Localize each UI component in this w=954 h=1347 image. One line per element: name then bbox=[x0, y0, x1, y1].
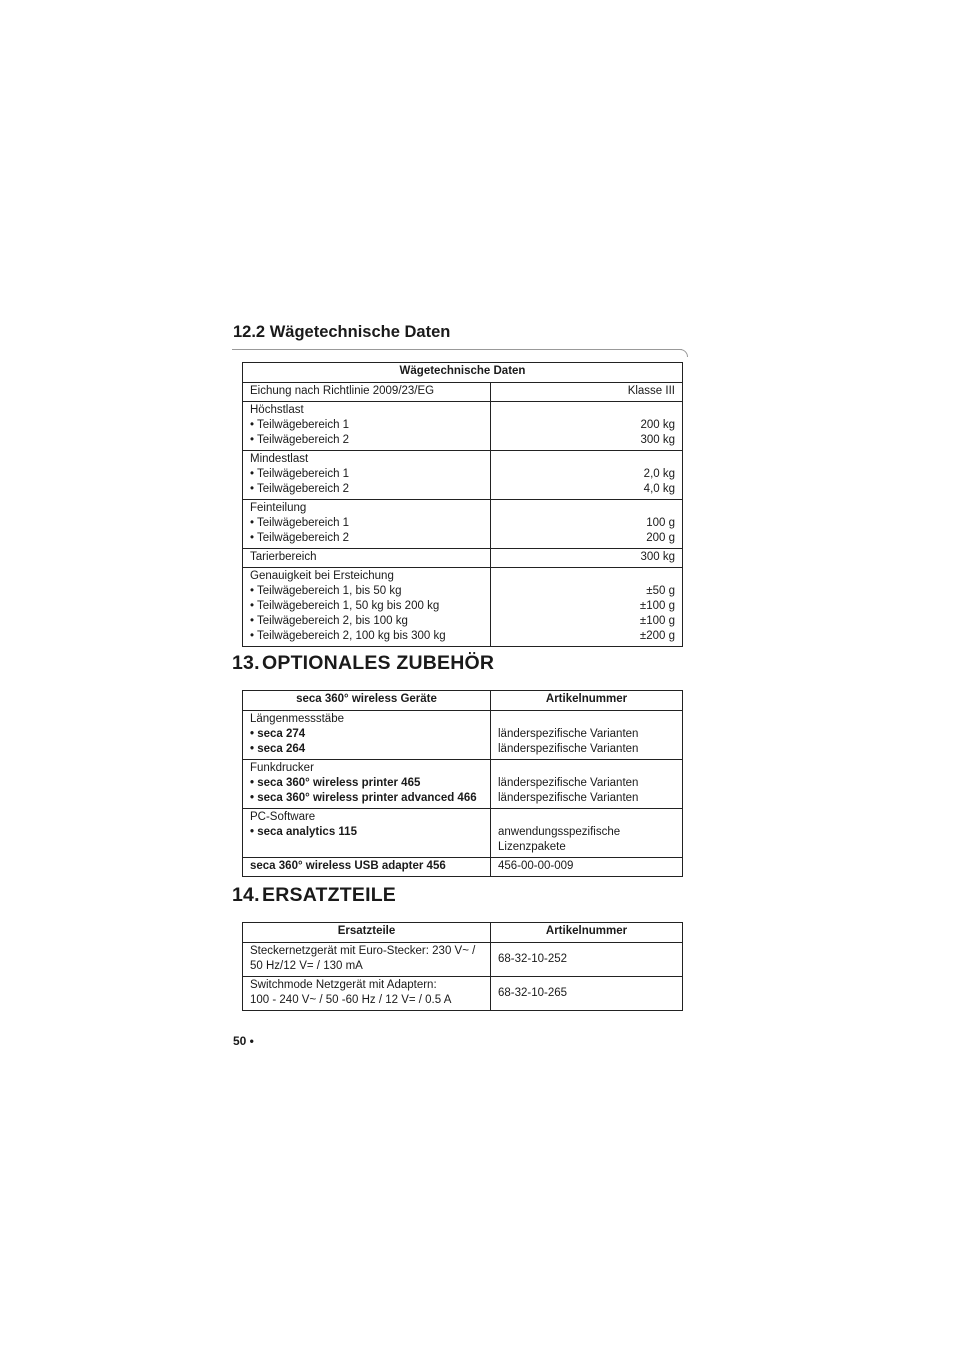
heading-rule-corner bbox=[679, 349, 688, 357]
row-item: • Teilwägebereich 1 bbox=[250, 517, 350, 529]
row-value: 456-00-00-009 bbox=[491, 858, 683, 877]
row-item: • seca analytics 115 bbox=[250, 826, 357, 838]
row-line: Switchmode Netzgerät mit Adaptern: bbox=[250, 979, 437, 991]
row-label: seca 360° wireless USB adapter 456 bbox=[243, 858, 491, 877]
row-value: 300 kg bbox=[491, 549, 683, 568]
row-label-cell bbox=[243, 568, 491, 647]
row-item: • Teilwägebereich 1 bbox=[250, 468, 350, 480]
row-value: Klasse III bbox=[491, 383, 683, 402]
column-header: Ersatzteile bbox=[243, 923, 491, 943]
row-item: • Teilwägebereich 1, 50 kg bis 200 kg bbox=[250, 600, 440, 612]
row-value: länderspezifische Varianten bbox=[498, 777, 639, 789]
row-label-cell bbox=[243, 500, 491, 549]
row-line: 100 - 240 V~ / 50 -60 Hz / 12 V= / 0.5 A bbox=[250, 994, 452, 1006]
row-item: • Teilwägebereich 2 bbox=[250, 532, 350, 544]
row-value-cell bbox=[491, 451, 683, 500]
row-item: • Teilwägebereich 2 bbox=[250, 434, 350, 446]
row-value: länderspezifische Varianten bbox=[498, 743, 639, 755]
table-row bbox=[243, 760, 683, 809]
row-label: Genauigkeit bei Ersteichung bbox=[250, 570, 394, 582]
row-value: Lizenzpakete bbox=[498, 841, 566, 853]
row-value: ±100 g bbox=[639, 615, 675, 627]
section-heading-14 bbox=[232, 884, 396, 907]
row-value: 68-32-10-252 bbox=[491, 943, 683, 977]
table-row bbox=[243, 977, 683, 1011]
row-value-cell bbox=[491, 402, 683, 451]
row-label: Feinteilung bbox=[250, 502, 307, 514]
table-row bbox=[243, 568, 683, 647]
row-item: • Teilwägebereich 2, bis 100 kg bbox=[250, 615, 408, 627]
section-title: OPTIONALES ZUBEHÖR bbox=[262, 652, 495, 674]
heading-rule bbox=[232, 349, 682, 350]
weighing-data-table bbox=[242, 362, 683, 647]
row-item: • Teilwägebereich 1, bis 50 kg bbox=[250, 585, 402, 597]
column-header: seca 360° wireless Geräte bbox=[243, 691, 491, 711]
column-header: Artikelnummer bbox=[491, 691, 683, 711]
row-value-cell bbox=[491, 711, 683, 760]
row-item: • Teilwägebereich 1 bbox=[250, 419, 350, 431]
column-header: Artikelnummer bbox=[491, 923, 683, 943]
spare-parts-table bbox=[242, 922, 683, 1011]
row-label-cell bbox=[243, 943, 491, 977]
row-value: 200 kg bbox=[640, 419, 675, 431]
row-label: Tarierbereich bbox=[243, 549, 491, 568]
table-header-row bbox=[243, 923, 683, 943]
row-value: ±100 g bbox=[639, 600, 675, 612]
row-label-cell bbox=[243, 711, 491, 760]
row-item: • seca 360° wireless printer 465 bbox=[250, 777, 421, 789]
row-value: 100 g bbox=[646, 517, 675, 529]
row-value-cell bbox=[491, 500, 683, 549]
row-value-cell bbox=[491, 809, 683, 858]
table-row bbox=[243, 809, 683, 858]
row-item: • seca 360° wireless printer advanced 466 bbox=[250, 792, 477, 804]
table-row bbox=[243, 451, 683, 500]
row-line: 50 Hz/12 V= / 130 mA bbox=[250, 960, 363, 972]
row-item: • Teilwägebereich 2, 100 kg bis 300 kg bbox=[250, 630, 446, 642]
row-line: Steckernetzgerät mit Euro-Stecker: 230 V~ / bbox=[250, 945, 476, 957]
table-row bbox=[243, 383, 683, 402]
row-label: Funkdrucker bbox=[250, 762, 314, 774]
row-item: • seca 264 bbox=[250, 743, 306, 755]
row-label-cell bbox=[243, 809, 491, 858]
row-item: • Teilwägebereich 2 bbox=[250, 483, 350, 495]
table-header: Wägetechnische Daten bbox=[243, 363, 683, 383]
section-number: 13. bbox=[232, 652, 260, 674]
row-label: Höchstlast bbox=[250, 404, 304, 416]
row-value-cell bbox=[491, 760, 683, 809]
row-label-cell bbox=[243, 760, 491, 809]
row-value: 300 kg bbox=[640, 434, 675, 446]
row-label: PC-Software bbox=[250, 811, 316, 823]
row-label-cell bbox=[243, 977, 491, 1011]
row-value: ±200 g bbox=[639, 630, 675, 642]
row-value: länderspezifische Varianten bbox=[498, 728, 639, 740]
row-value-cell bbox=[491, 568, 683, 647]
row-value: 4,0 kg bbox=[643, 483, 675, 495]
row-value: 68-32-10-265 bbox=[491, 977, 683, 1011]
section-heading-13 bbox=[232, 652, 494, 675]
section-title: ERSATZTEILE bbox=[262, 884, 397, 906]
table-row bbox=[243, 402, 683, 451]
table-row bbox=[243, 711, 683, 760]
row-label: Längenmessstäbe bbox=[250, 713, 344, 725]
row-label: Eichung nach Richtlinie 2009/23/EG bbox=[243, 383, 491, 402]
table-header-row bbox=[243, 691, 683, 711]
page-number: 50 • bbox=[233, 1034, 254, 1048]
row-value: länderspezifische Varianten bbox=[498, 792, 639, 804]
table-header-row bbox=[243, 363, 683, 383]
section-heading-12-2: 12.2 Wägetechnische Daten bbox=[233, 323, 451, 341]
table-row bbox=[243, 549, 683, 568]
table-row bbox=[243, 943, 683, 977]
row-label: Mindestlast bbox=[250, 453, 309, 465]
accessories-table bbox=[242, 690, 683, 877]
row-value: anwendungsspezifische bbox=[498, 826, 621, 838]
row-value: ±50 g bbox=[646, 585, 675, 597]
row-value: 200 g bbox=[646, 532, 675, 544]
row-label-cell bbox=[243, 451, 491, 500]
row-value: 2,0 kg bbox=[643, 468, 675, 480]
table-row bbox=[243, 500, 683, 549]
row-item: • seca 274 bbox=[250, 728, 306, 740]
table-row bbox=[243, 858, 683, 877]
row-label-cell bbox=[243, 402, 491, 451]
section-number: 14. bbox=[232, 884, 260, 906]
